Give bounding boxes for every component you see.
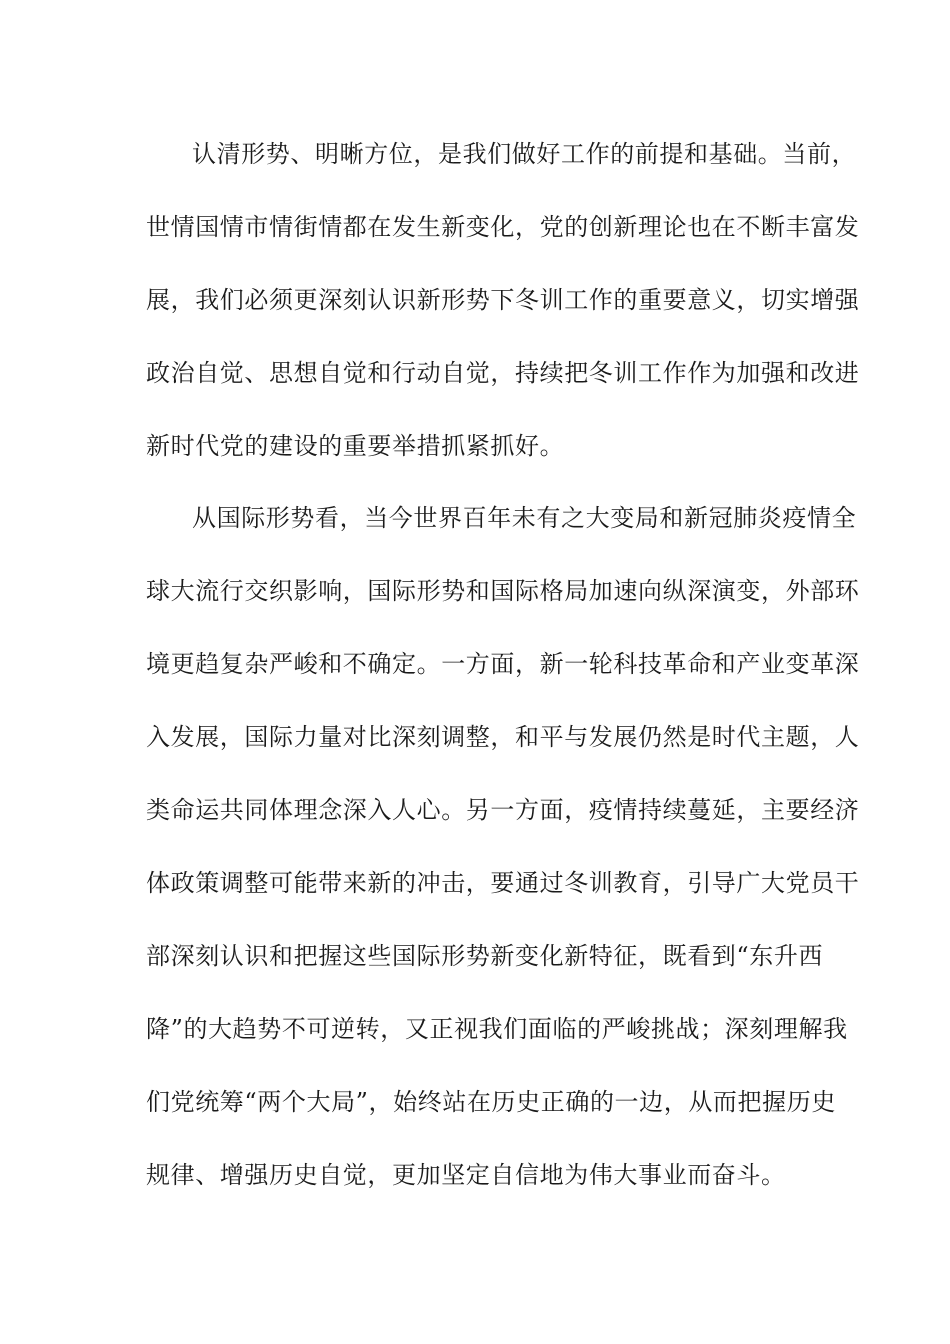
paragraph-line: 从国际形势看，当今世界百年未有之大变局和新冠肺炎疫情全 bbox=[192, 504, 857, 532]
paragraph-line: 新时代党的建设的重要举措抓紧抓好。 bbox=[146, 432, 565, 460]
paragraph-line: 政治自觉、思想自觉和行动自觉，持续把冬训工作作为加强和改进 bbox=[146, 359, 860, 387]
paragraph-line: 部深刻认识和把握这些国际形势新变化新特征，既看到“东升西 bbox=[146, 942, 824, 970]
paragraph-line: 体政策调整可能带来新的冲击，要通过冬训教育，引导广大党员干 bbox=[146, 869, 860, 897]
paragraph-line: 们党统筹“两个大局”，始终站在历史正确的一边，从而把握历史 bbox=[146, 1088, 836, 1116]
paragraph-line: 认清形势、明晰方位，是我们做好工作的前提和基础。当前， bbox=[192, 140, 857, 168]
paragraph-line: 降”的大趋势不可逆转，又正视我们面临的严峻挑战；深刻理解我 bbox=[146, 1015, 848, 1043]
paragraph-line: 规律、增强历史自觉，更加坚定自信地为伟大事业而奋斗。 bbox=[146, 1161, 786, 1189]
paragraph-line: 世情国情市情街情都在发生新变化，党的创新理论也在不断丰富发 bbox=[146, 213, 860, 241]
paragraph-line: 境更趋复杂严峻和不确定。一方面，新一轮科技革命和产业变革深 bbox=[146, 650, 860, 678]
paragraph-line: 类命运共同体理念深入人心。另一方面，疫情持续蔓延，主要经济 bbox=[146, 796, 860, 824]
paragraph-line: 入发展，国际力量对比深刻调整，和平与发展仍然是时代主题，人 bbox=[146, 723, 860, 751]
paragraph-line: 展，我们必须更深刻认识新形势下冬训工作的重要意义，切实增强 bbox=[146, 286, 860, 314]
paragraph-line: 球大流行交织影响，国际形势和国际格局加速向纵深演变，外部环 bbox=[146, 577, 860, 605]
